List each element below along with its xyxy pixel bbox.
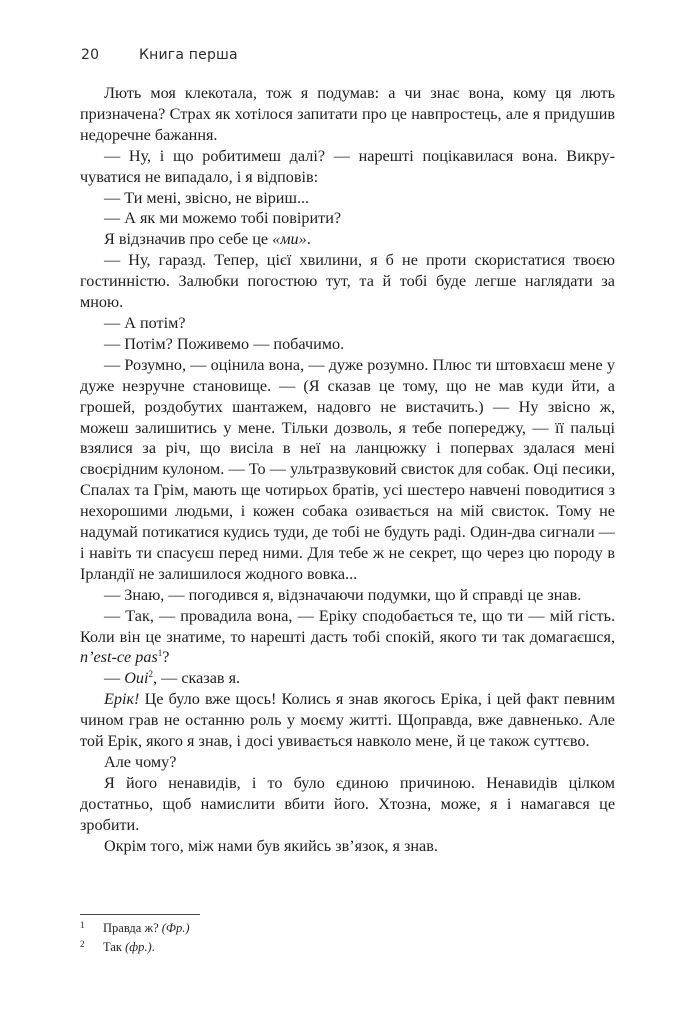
paragraph: — Ну, і що робитимеш далі? — нарешті поцікавилася вона. Викручуватися не випадало, і я відповів: bbox=[80, 146, 615, 186]
footnote-text: Правда ж? bbox=[103, 921, 162, 935]
paragraph: — Так, — провадила вона, — Еріку сподобається те, що ти — мій гість. Коли він це знатиме, то нарешті дасть тобі спокій, якого ти так домагаєшся, n’est-ce pas$^1$? bbox=[80, 606, 615, 667]
emphasis: Oui bbox=[124, 669, 149, 688]
running-title: Книга перша bbox=[139, 47, 238, 63]
paragraph: Лють моя клекотала, тож я подумав: а чи знає вона, кому ця лють призначена? Страх як хотілося запитати про це навпростець, але я придушив недоречне бажання. bbox=[80, 84, 615, 144]
footnote bbox=[80, 919, 615, 938]
page-number: 20 bbox=[81, 47, 100, 63]
body-text bbox=[80, 83, 615, 857]
paragraph: Я відзначив про себе це «ми». bbox=[104, 230, 311, 249]
paragraph: — Знаю, — погодився я, відзначаючи подумки, що й справді це знав. bbox=[104, 585, 582, 604]
paragraph: Я його ненавидів, і то було єдиною причиною. Ненавидів цілком достатньо, щоб намислити вбити його. Хтозна, може, я і намагався це зробити. bbox=[80, 773, 615, 834]
running-header bbox=[81, 47, 238, 63]
emphasis: Ерік! bbox=[104, 690, 140, 709]
footnote-text: Так bbox=[103, 939, 126, 954]
paragraph: — А як ми можемо тобі повірити? bbox=[104, 209, 342, 228]
footnote-source: (Фр.) bbox=[161, 921, 190, 935]
footnote-source: (фр.) bbox=[125, 939, 152, 954]
footnote-divider bbox=[80, 914, 200, 915]
emphasis: «ми» bbox=[272, 230, 307, 249]
paragraph: — Потім? Поживемо — побачимо. bbox=[104, 334, 345, 353]
paragraph: — Ну, гаразд. Тепер, цієї хвилини, я б не проти скористатися твоєю гостинністю. Залюбки погостюю тут, та й тобі буде легше наглядати за мною. bbox=[80, 251, 615, 312]
footnote-mark: 1 bbox=[80, 920, 85, 930]
paragraph: — А потім? bbox=[104, 313, 186, 332]
paragraph: Окрім того, між нами був якийсь зв’язок, я знав. bbox=[104, 836, 438, 855]
paragraph: — Ти мені, звісно, не віриш... bbox=[104, 188, 310, 207]
footnote-ref: 2 bbox=[148, 669, 154, 680]
paragraph: Але чому? bbox=[104, 753, 177, 771]
footnote: 2 Так (фр.). bbox=[80, 938, 615, 957]
paragraph: Ерік! Це було вже щось! Колись я знав якогось Еріка, і цей факт певним чином грав не останню роль у моєму житті. Щоправда, вже давненько. Але той Ерік, якого я знав, і досі увивається навколо мене, й це також суттєво. bbox=[80, 690, 615, 751]
footnote-mark: 2 bbox=[80, 938, 85, 949]
paragraph: — Oui$^2$, — сказав я. bbox=[104, 669, 241, 688]
emphasis: n’est-ce pas bbox=[80, 648, 158, 667]
paragraph: — Розумно, — оцінила вона, — дуже розумно. Плюс ти штовхаєш мене у дуже незручне становище. — (Я сказав це тому, що не мав куди йти, а грошей, роздобутих шантажем, надовго не вистачить.) — Ну звісно ж, можеш залишитись у мене. Тільки дозволь, я тебе попереджу, — її пальці взялися за річ, що висіла в неї на ланцюжку і попервах здалася мені своєрідним кулоном. — То — ультразвуковий свисток для собак. Оці песики, Спалах та Грім, мають ще чотирьох братів, усі шестеро навчені поводитися з нехорошими людьми, і кожен собака озивається на мій свисток. Тому не надумай потикатися кудись туди, де тобі не будуть раді. Один-два сигнали — і навіть ти спасуєш перед ними. Для тебе ж не секрет, що через цю породу в Ірландії не залишилося жодного вовка... bbox=[80, 355, 615, 583]
footnote-ref: 1 bbox=[157, 648, 163, 659]
footnotes bbox=[80, 919, 615, 956]
